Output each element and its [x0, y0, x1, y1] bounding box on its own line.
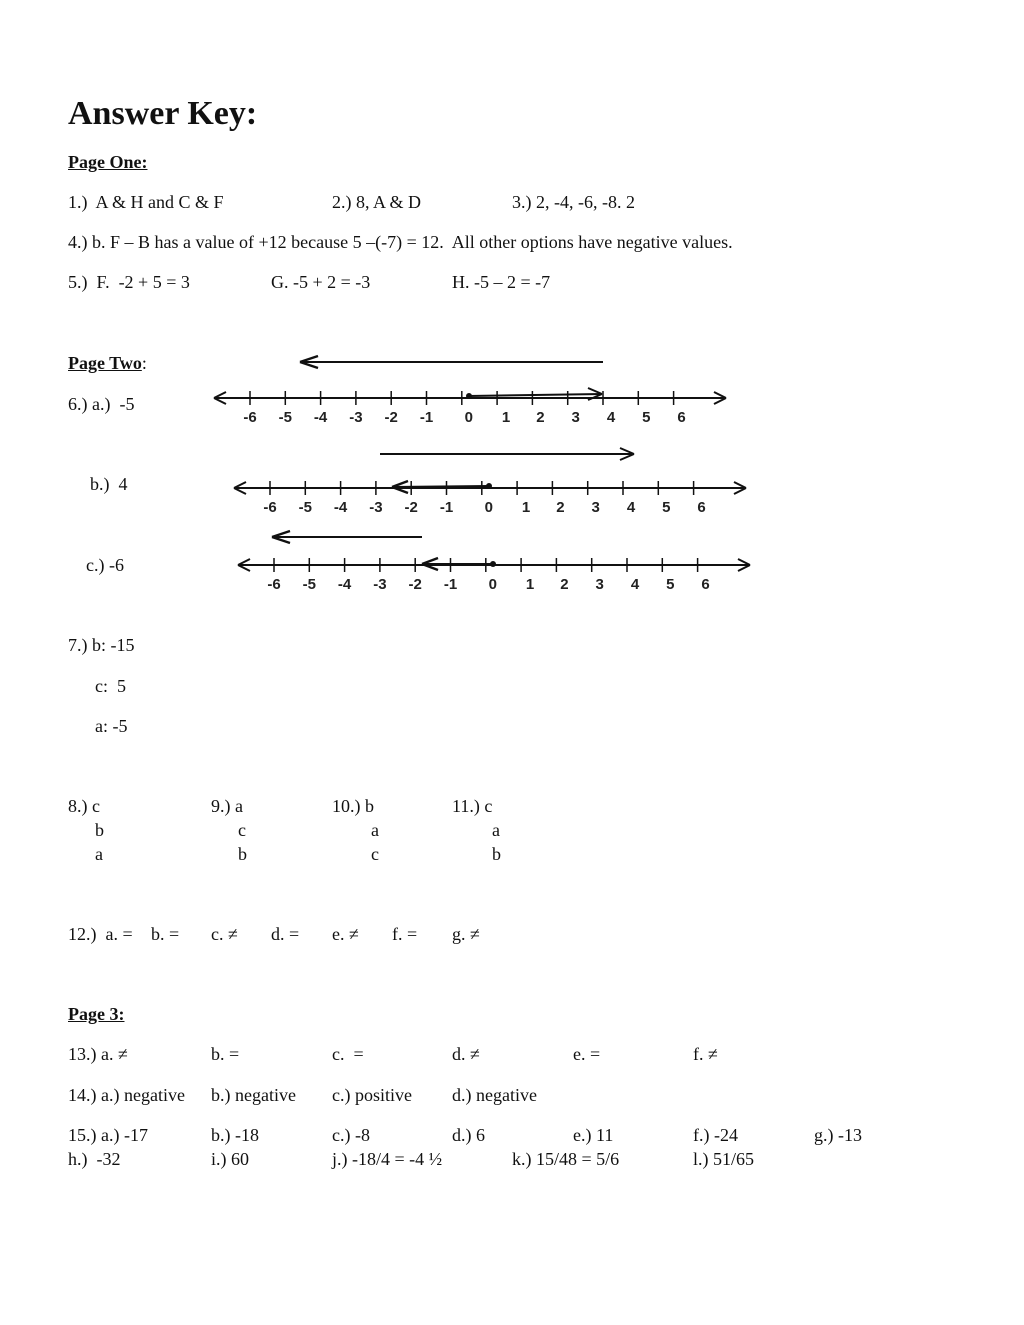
tick-label: -2 — [404, 499, 418, 516]
answer-15-b: b.) -18 — [211, 1125, 259, 1145]
answer-8-line-2: b — [95, 820, 104, 840]
answer-9-line-3: b — [238, 844, 247, 864]
answer-13-e: e. = — [573, 1044, 601, 1064]
number-line-6a — [200, 345, 760, 435]
answer-13-b: b. = — [211, 1044, 240, 1064]
tick-label: -4 — [313, 409, 328, 426]
tick-label: 4 — [606, 409, 616, 426]
answer-11-line-1: 11.) c — [452, 796, 493, 816]
tick-label: -2 — [384, 409, 398, 426]
jump-right-line — [469, 394, 602, 396]
tick-label: 3 — [571, 409, 580, 426]
tick-label: -5 — [302, 576, 316, 593]
tick-label: 1 — [525, 576, 535, 593]
page-two-heading — [68, 352, 147, 374]
page-three-heading: Page 3: — [68, 1004, 125, 1024]
answer-8-line-3: a — [95, 844, 103, 864]
tick-label: 6 — [701, 576, 710, 593]
answer-3: 3.) 2, -4, -6, -8. 2 — [512, 192, 635, 212]
tick-label: -3 — [369, 499, 383, 516]
answer-15-d: d.) 6 — [452, 1125, 485, 1145]
answer-7-line-2: c: 5 — [95, 676, 126, 696]
tick-label: -6 — [263, 499, 277, 516]
tick-label: 0 — [488, 576, 497, 593]
tick-label: 6 — [677, 409, 686, 426]
tick-label: 4 — [626, 499, 636, 516]
answer-13-c: c. = — [332, 1044, 364, 1064]
answer-12-a: 12.) a. = — [68, 924, 133, 944]
answer-15-g: g.) -13 — [814, 1125, 862, 1145]
tick-label: -1 — [439, 499, 454, 516]
tick-label: 0 — [484, 499, 493, 516]
tick-label: 2 — [536, 409, 545, 426]
tick-label: -4 — [337, 576, 352, 593]
answer-15-l: l.) 51/65 — [693, 1149, 754, 1169]
answer-5-g: G. -5 + 2 = -3 — [271, 272, 371, 292]
tick-label: 1 — [501, 409, 511, 426]
page-one-heading: Page One: — [68, 152, 148, 172]
answer-5-h: H. -5 – 2 = -7 — [452, 272, 551, 292]
tick-label: -1 — [419, 409, 434, 426]
answer-15-h: h.) -32 — [68, 1149, 121, 1169]
answer-10-line-2: a — [371, 820, 379, 840]
answer-14-d: d.) negative — [452, 1085, 537, 1105]
tick-label: 3 — [595, 576, 604, 593]
jump-left-line — [392, 486, 489, 487]
tick-label: 1 — [521, 499, 531, 516]
answer-5-f: 5.) F. -2 + 5 = 3 — [68, 272, 190, 292]
tick-label: 6 — [697, 499, 706, 516]
tick-label: 2 — [556, 499, 565, 516]
answer-13-f: f. ≠ — [693, 1044, 718, 1064]
page-title: Answer Key: — [68, 95, 258, 132]
answer-14-a: 14.) a.) negative — [68, 1085, 185, 1105]
answer-11-line-2: a — [492, 820, 500, 840]
tick-label: 0 — [464, 409, 473, 426]
tick-label: 2 — [560, 576, 569, 593]
tick-label: -2 — [408, 576, 422, 593]
answer-1: 1.) A & H and C & F — [68, 192, 224, 212]
answer-10-line-1: 10.) b — [332, 796, 374, 816]
answer-15-k: k.) 15/48 = 5/6 — [512, 1149, 620, 1169]
tick-label: -3 — [373, 576, 387, 593]
answer-15-a: 15.) a.) -17 — [68, 1125, 148, 1145]
tick-label: 5 — [642, 409, 651, 426]
answer-10-line-3: c — [371, 844, 379, 864]
answer-12-f: f. = — [392, 924, 418, 944]
tick-label: -4 — [333, 499, 348, 516]
answer-8-line-1: 8.) c — [68, 796, 100, 816]
answer-13-a: 13.) a. ≠ — [68, 1044, 128, 1064]
tick-label: -1 — [443, 576, 458, 593]
answer-6c: c.) -6 — [86, 555, 124, 575]
answer-14-c: c.) positive — [332, 1085, 412, 1105]
answer-7-line-1: 7.) b: -15 — [68, 635, 135, 655]
tick-label: -5 — [278, 409, 292, 426]
number-line-6b — [220, 432, 780, 522]
tick-label: -6 — [267, 576, 281, 593]
answer-2: 2.) 8, A & D — [332, 192, 422, 212]
answer-15-c: c.) -8 — [332, 1125, 370, 1145]
answer-6a: 6.) a.) -5 — [68, 394, 135, 414]
tick-label: 4 — [630, 576, 640, 593]
answer-11-line-3: b — [492, 844, 501, 864]
page-two-heading-colon: : — [141, 353, 147, 373]
answer-15-f: f.) -24 — [693, 1125, 738, 1145]
answer-7-line-3: a: -5 — [95, 716, 128, 736]
answer-13-d: d. ≠ — [452, 1044, 480, 1064]
answer-9-line-2: c — [238, 820, 246, 840]
answer-4: 4.) b. F – B has a value of +12 because 5 –(-7) = 12. All other options have negative values. — [68, 232, 733, 252]
tick-label: -6 — [243, 409, 257, 426]
answer-6b: b.) 4 — [90, 474, 128, 494]
answer-15-e: e.) 11 — [573, 1125, 614, 1145]
tick-label: -5 — [298, 499, 312, 516]
page-two-heading-text: Page Two — [68, 353, 142, 373]
answer-12-c: c. ≠ — [211, 924, 238, 944]
answer-12-b: b. = — [151, 924, 180, 944]
tick-label: 5 — [662, 499, 671, 516]
answer-9-line-1: 9.) a — [211, 796, 243, 816]
tick-label: -3 — [349, 409, 363, 426]
tick-label: 3 — [591, 499, 600, 516]
answer-15-j: j.) -18/4 = -4 ½ — [332, 1149, 443, 1169]
answer-12-g: g. ≠ — [452, 924, 480, 944]
answer-12-d: d. = — [271, 924, 300, 944]
answer-12-e: e. ≠ — [332, 924, 359, 944]
answer-15-i: i.) 60 — [211, 1149, 249, 1169]
number-line-6c — [224, 512, 784, 602]
tick-label: 5 — [666, 576, 675, 593]
answer-14-b: b.) negative — [211, 1085, 296, 1105]
